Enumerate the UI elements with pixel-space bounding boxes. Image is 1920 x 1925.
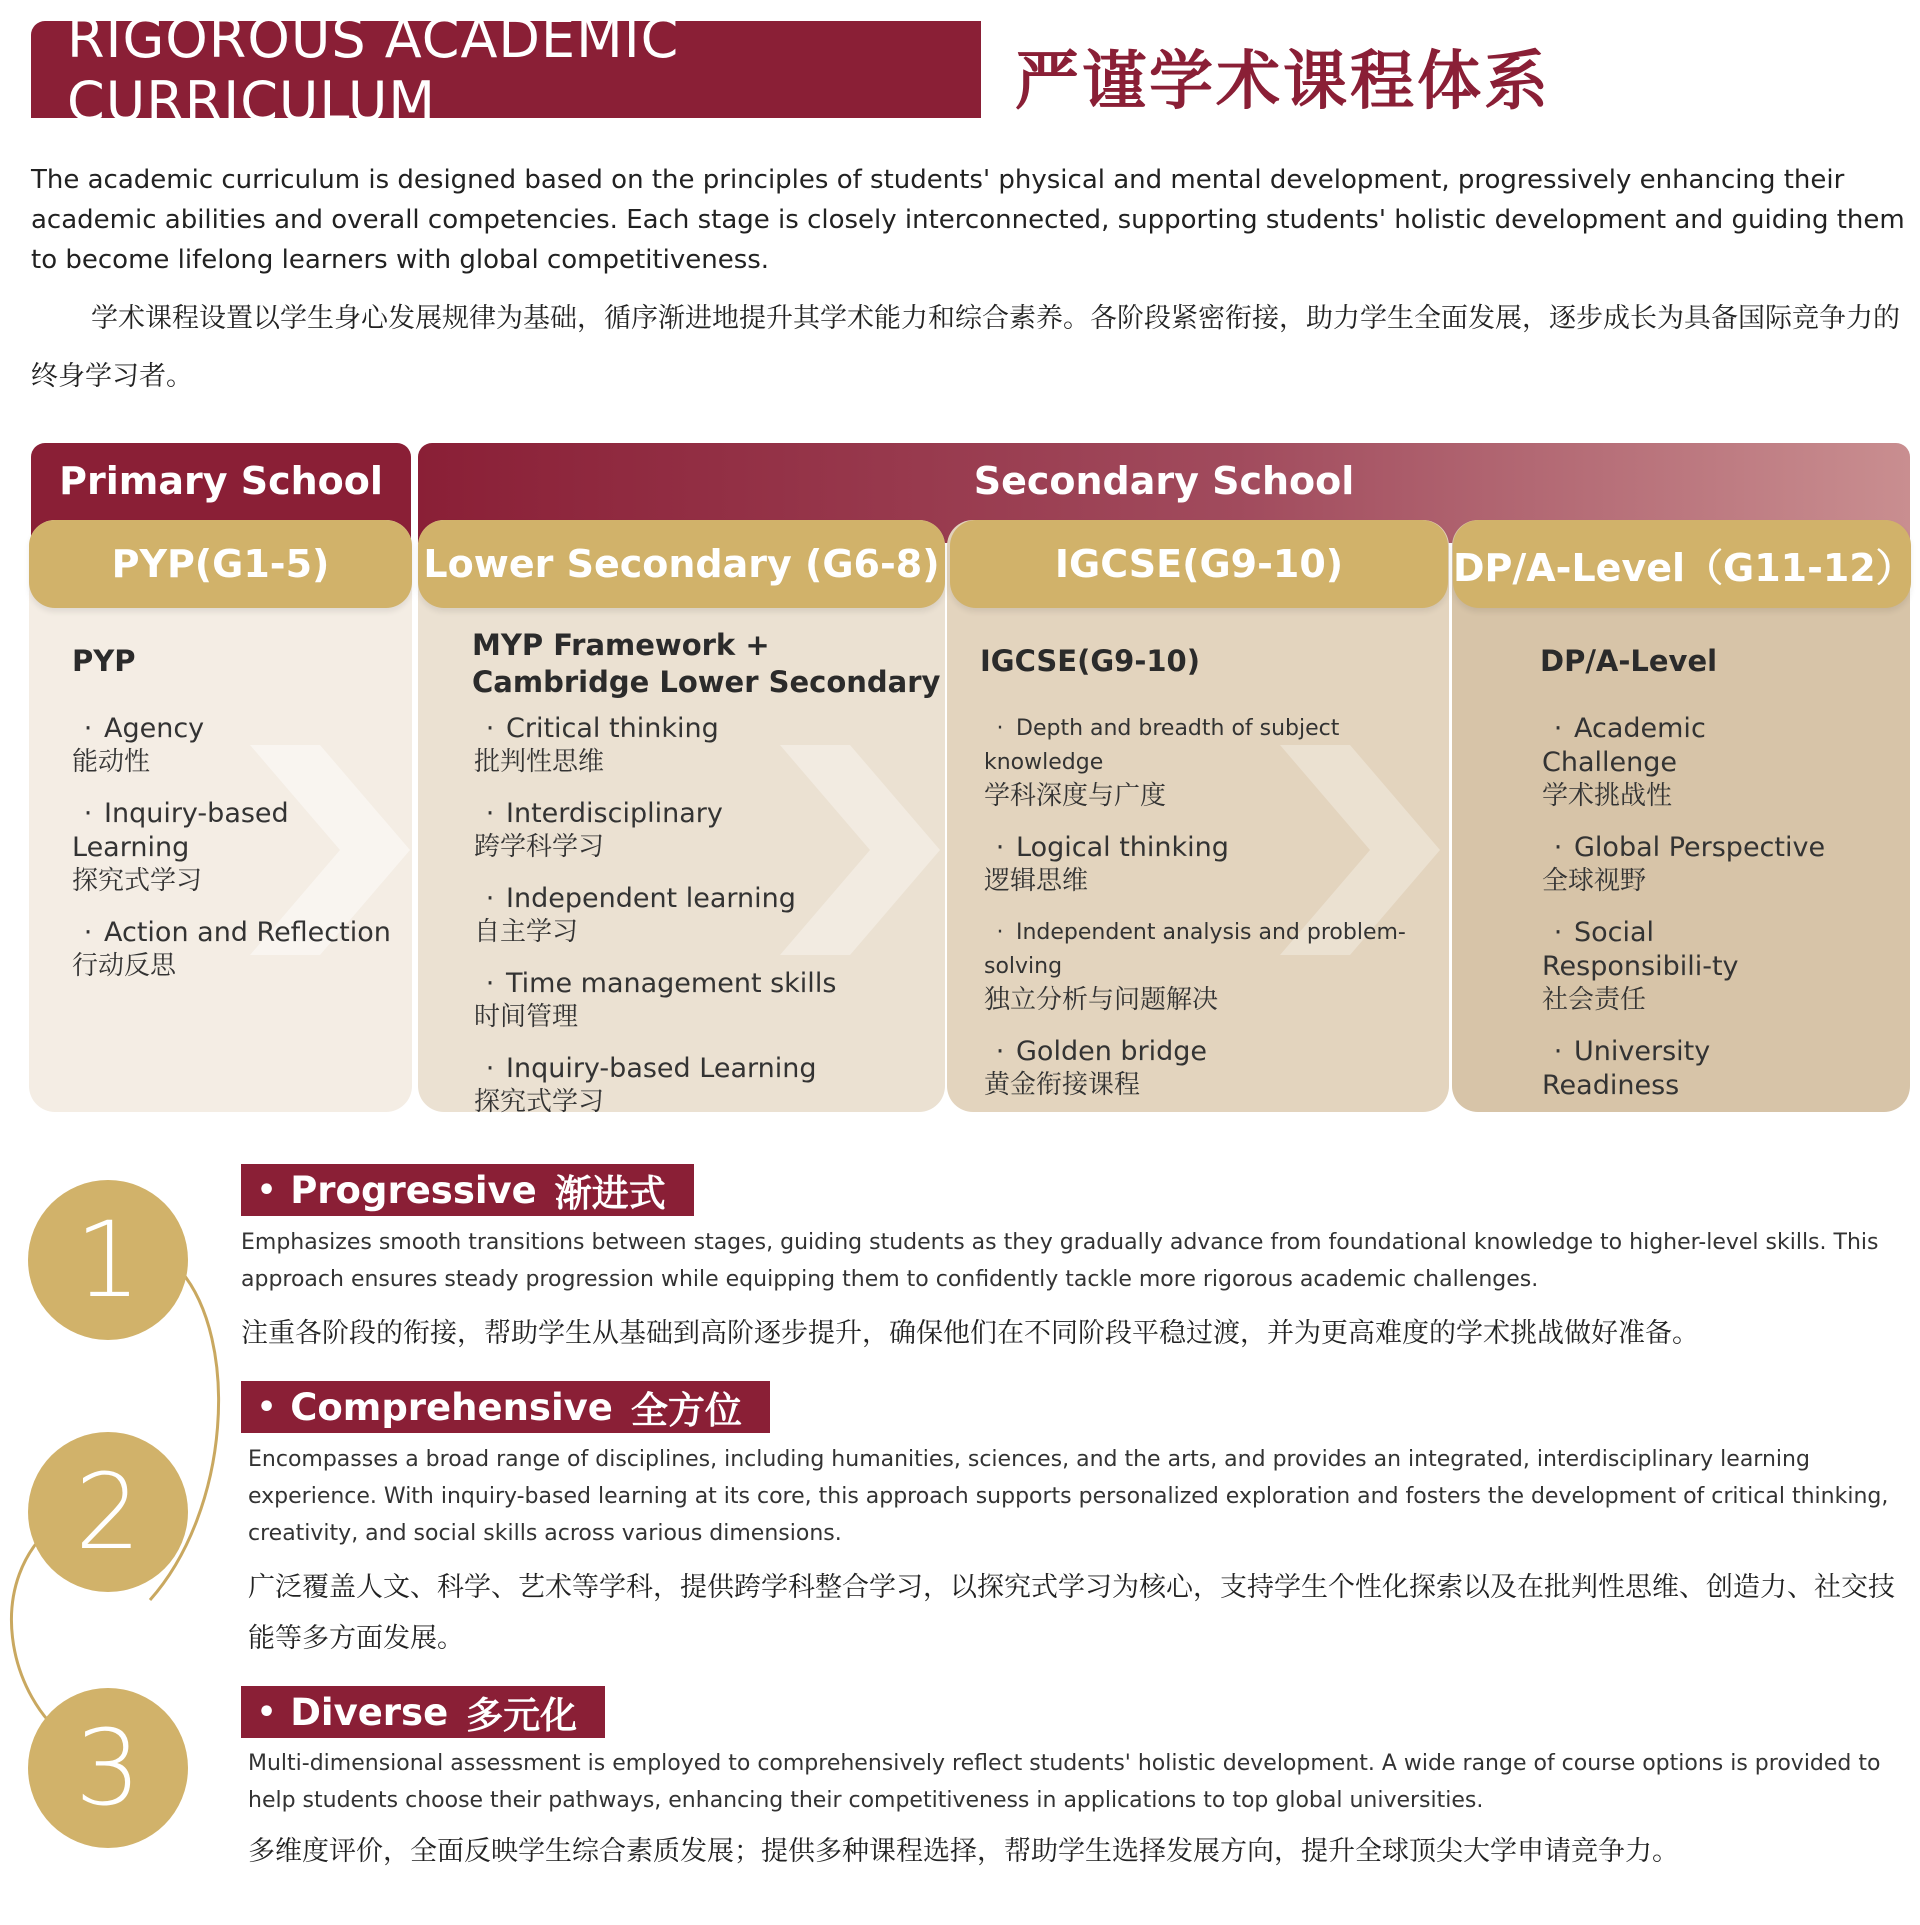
stage-items-dp — [1542, 712, 1832, 1122]
list-item: · Social Responsibili-ty 社会责任 — [1542, 917, 1739, 1015]
intro-paragraph-cn: 学术课程设置以学生身心发展规律为基础，循序渐进地提升其学术能力和综合素养。各阶段紧密衔接，助力学生全面发展，逐步成长为具备国际竞争力的终身学习者。 — [31, 303, 1900, 392]
feature-tag-diverse: • Diverse 多元化 — [241, 1686, 605, 1738]
feature-number-2: 2 — [28, 1432, 188, 1592]
list-item: · Independent learning 自主学习 — [474, 883, 796, 947]
title-banner — [31, 6, 981, 133]
bullet-dot: · — [995, 1036, 1005, 1067]
feature-desc-cn: 注重各阶段的衔接，帮助学生从基础到高阶逐步提升，确保他们在不同阶段平稳过渡，并为更高难度的学术挑战做好准备。 — [241, 1318, 1699, 1349]
list-item: · Golden bridge 黄金衔接课程 — [984, 1036, 1208, 1100]
stage-pill-dp: DP/A-Level（G11-12） — [1453, 520, 1911, 608]
feature-number-1: 1 — [28, 1180, 188, 1340]
stage-pill-lower-secondary: Lower Secondary (G6-8) — [418, 520, 945, 608]
feature-number-3: 3 — [28, 1688, 188, 1848]
bullet-dot: · — [1553, 917, 1563, 948]
bullet-dot: · — [83, 713, 93, 744]
bullet-dot: · — [485, 713, 495, 744]
list-item: · Independent analysis and problem-solving 独立分析与问题解决 — [984, 916, 1444, 1016]
list-item: · Agency 能动性 — [72, 713, 205, 777]
list-item: · Global Perspective 全球视野 — [1542, 832, 1826, 896]
bullet-dot: • — [257, 1389, 277, 1425]
list-item: · Time management skills 时间管理 — [474, 968, 837, 1032]
page-title-cn: 严谨学术课程体系 — [1015, 45, 1551, 119]
bullet-dot: · — [485, 798, 495, 829]
intro-paragraph-en: The academic curriculum is designed based on the principles of students' physical and mental development, progressively enhancing their academic abilities and overall competencies. Each stage is closely interconnected, supporting students' holistic development and guiding them to become lifelong learners with global competitiveness. — [31, 165, 1905, 275]
list-item: · Action and Reflection 行动反思 — [72, 917, 391, 981]
stage-title-lower-secondary — [472, 627, 940, 701]
bullet-dot: • — [257, 1694, 277, 1730]
list-item: · Interdisciplinary 跨学科学习 — [474, 798, 723, 862]
bullet-dot: · — [83, 917, 93, 948]
bullet-dot: · — [1553, 713, 1563, 744]
stage-pill-igcse: IGCSE(G9-10) — [950, 520, 1448, 608]
feature-tag-progressive: • Progressive 渐进式 — [241, 1164, 694, 1216]
bullet-dot: · — [996, 920, 1004, 945]
bullet-dot: • — [257, 1172, 277, 1208]
stage-title-pyp: PYP — [72, 644, 136, 678]
stage-title-igcse: IGCSE(G9-10) — [980, 644, 1200, 678]
feature-desc-en: Emphasizes smooth transitions between stages, guiding students as they gradually advance from foundational knowledge to higher-level skills. This approach ensures steady progression while equipping them to confidently tackle more rigorous academic challenges. — [241, 1230, 1879, 1292]
bullet-dot: · — [996, 716, 1004, 741]
bullet-dot: · — [1553, 832, 1563, 863]
bullet-dot: · — [485, 968, 495, 999]
feature-desc-en: Multi-dimensional assessment is employed to comprehensively reflect students' holistic development. A wide range of course options is provided to help students choose their pathways, enhancing their competitiveness in applications to top global universities. — [248, 1751, 1881, 1813]
bullet-dot: · — [1553, 1036, 1563, 1067]
secondary-school-label: Secondary School — [973, 459, 1355, 503]
bullet-dot: · — [995, 832, 1005, 863]
feature-desc-en: Encompasses a broad range of disciplines, including humanities, sciences, and the arts, and provides an integrated, interdisciplinary learning experience. With inquiry-based learning at its core, this approach supports personalized exploration and fosters the development of critical thinking, creativity, and social skills across various dimensions. — [248, 1447, 1889, 1546]
bullet-dot: · — [485, 1053, 495, 1084]
feature-desc-cn: 多维度评价，全面反映学生综合素质发展；提供多种课程选择，帮助学生选择发展方向，提升全球顶尖大学申请竞争力。 — [248, 1836, 1679, 1867]
list-item: · Depth and breadth of subject knowledge 学科深度与广度 — [984, 712, 1444, 812]
stage-title-dp: DP/A-Level — [1540, 644, 1718, 678]
stage-items-pyp — [72, 712, 402, 1001]
list-item: · Critical thinking 批判性思维 — [474, 713, 719, 777]
stage-items-lower-secondary — [474, 712, 934, 1137]
page-title-en: RIGOROUS ACADEMIC CURRICULUM — [67, 6, 680, 133]
feature-tag-comprehensive: • Comprehensive 全方位 — [241, 1381, 770, 1433]
bullet-dot: · — [83, 798, 93, 829]
stage-pill-pyp: PYP(G1-5) — [29, 520, 412, 608]
stage-items-igcse — [984, 712, 1444, 1120]
bullet-dot: · — [485, 883, 495, 914]
list-item: · Inquiry-based Learning 探究式学习 — [474, 1053, 817, 1117]
stage-title-line: Cambridge Lower Secondary — [472, 665, 941, 699]
stage-title-line: MYP Framework + — [472, 628, 770, 662]
list-item: · Logical thinking 逻辑思维 — [984, 832, 1229, 896]
list-item: · Academic Challenge 学术挑战性 — [1542, 713, 1706, 811]
list-item: · Inquiry-based Learning 探究式学习 — [72, 798, 289, 896]
list-item: · University Readiness — [1542, 1036, 1711, 1101]
feature-desc-cn: 广泛覆盖人文、科学、艺术等学科，提供跨学科整合学习，以探究式学习为核心，支持学生个性化探索以及在批判性思维、创造力、社交技能等多方面发展。 — [248, 1572, 1895, 1654]
primary-school-label: Primary School — [59, 459, 383, 503]
